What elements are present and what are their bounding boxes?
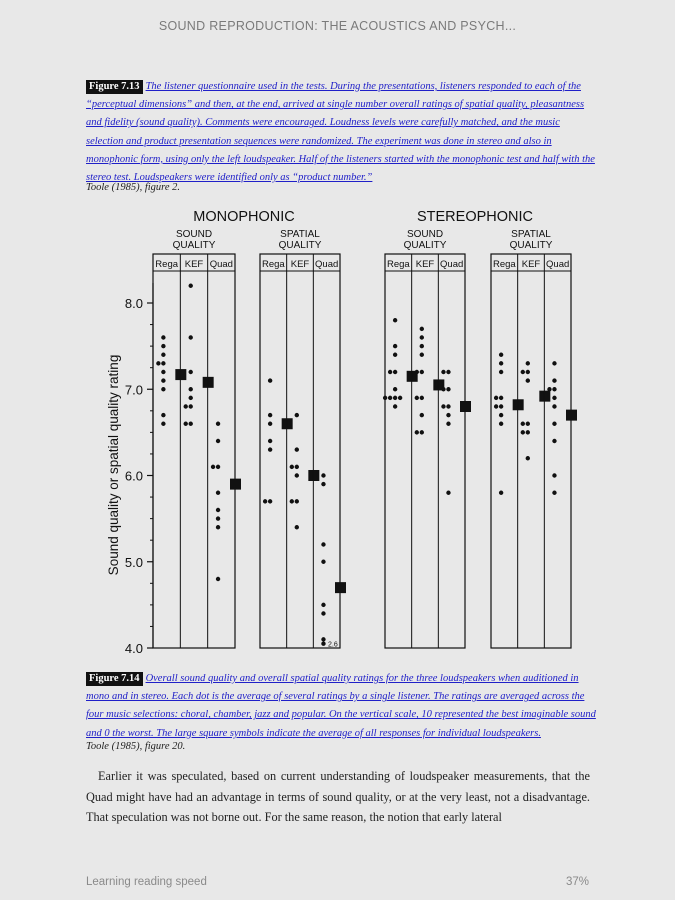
rating-dot (216, 422, 220, 426)
rating-dot (552, 404, 556, 408)
rating-dot (290, 465, 294, 469)
rating-dot (393, 396, 397, 400)
rating-dot (268, 499, 272, 503)
rating-dot (547, 387, 551, 391)
rating-dot (526, 361, 530, 365)
rating-dot (156, 361, 160, 365)
speaker-label-rega: Rega (261, 259, 285, 270)
rating-dot (268, 378, 272, 382)
rating-dot (552, 361, 556, 365)
rating-dot (415, 370, 419, 374)
group-title-monophonic: MONOPHONIC (193, 209, 295, 225)
rating-dot (499, 370, 503, 374)
rating-dot (420, 335, 424, 339)
rating-dot (552, 439, 556, 443)
rating-dot (216, 508, 220, 512)
rating-dot (441, 370, 445, 374)
subgroup-title-line1: SOUND (406, 229, 444, 240)
rating-dot (526, 370, 530, 374)
outlier-annotation: 2.6 (328, 641, 338, 649)
rating-dot (420, 353, 424, 357)
rating-dot (446, 413, 450, 417)
rating-dot (552, 378, 556, 382)
rating-dot (446, 404, 450, 408)
rating-dot (526, 378, 530, 382)
y-tick-label: 4.0 (124, 641, 143, 656)
rating-dot (499, 396, 503, 400)
rating-dot (521, 422, 525, 426)
rating-dot (552, 396, 556, 400)
y-tick-label: 6.0 (124, 468, 143, 484)
rating-dot (161, 413, 165, 417)
rating-dot (290, 499, 294, 503)
subgroup-title-line2: QUALITY (403, 240, 447, 251)
figure-7-13-source: Toole (1985), figure 2. (86, 182, 181, 193)
rating-dot (393, 370, 397, 374)
rating-dot (161, 370, 165, 374)
figure-7-14-source: Toole (1985), figure 20. (86, 741, 186, 752)
rating-dot (494, 404, 498, 408)
speaker-label-quad: Quad (440, 259, 464, 270)
rating-dot (189, 284, 193, 288)
speaker-label-rega: Rega (492, 259, 516, 270)
rating-dot (295, 447, 299, 451)
rating-dot (211, 465, 215, 469)
speaker-label-quad: Quad (209, 259, 233, 270)
mean-square-quad (230, 479, 241, 490)
speaker-label-rega: Rega (155, 259, 179, 270)
speaker-label-kef: KEF (521, 259, 541, 270)
rating-dot (216, 465, 220, 469)
subgroup-title-line1: SPATIAL (280, 229, 320, 240)
y-tick-label: 5.0 (124, 554, 143, 570)
reading-speed-label: Learning reading speed (86, 876, 207, 888)
rating-dot (268, 439, 272, 443)
body-paragraph: Earlier it was speculated, based on current understanding of loudspeaker measurements, that the Quad might have had an advantage in terms of sound quality, or at the very least, not a disadvantage. That speculation was not borne out. For the same reason, the notion that early lateral (86, 769, 590, 824)
figure-7-14-caption (86, 670, 596, 743)
figure-7-13-label: Figure 7.13 (86, 80, 143, 94)
rating-dot (161, 361, 165, 365)
rating-dot (441, 387, 445, 391)
rating-dot (499, 491, 503, 495)
rating-dot (295, 465, 299, 469)
panel-frame (491, 254, 571, 648)
rating-dot (393, 318, 397, 322)
rating-dot (494, 396, 498, 400)
rating-dot (552, 473, 556, 477)
rating-dot (216, 439, 220, 443)
rating-dot (295, 499, 299, 503)
rating-dot (499, 353, 503, 357)
rating-dot (161, 353, 165, 357)
subgroup-title-line1: SPATIAL (511, 229, 551, 240)
rating-dot (321, 482, 325, 486)
rating-dot (189, 404, 193, 408)
group-title-stereophonic: STEREOPHONIC (416, 209, 534, 225)
rating-dot (393, 353, 397, 357)
rating-dot (499, 413, 503, 417)
rating-dot (388, 370, 392, 374)
speaker-label-quad: Quad (546, 259, 570, 270)
y-tick-label: 7.0 (124, 382, 143, 398)
rating-dot (393, 404, 397, 408)
rating-chart (0, 195, 675, 665)
figure-7-14-caption-link[interactable]: Overall sound quality and overall spatial quality ratings for the three loudspeakers when auditioned in mono and in stereo. Each dot is the average of several ratings by a single listener. The ratings are averaged across the four music selections: choral, chamber, jazz and popular. On the vertical scale, 10 represented the best imaginable sound and 0 the worst. The large square symbols indicate the average of all responses for individual loudspeakers. (86, 673, 596, 739)
rating-dot (420, 344, 424, 348)
rating-dot (420, 327, 424, 331)
rating-dot (398, 396, 402, 400)
speaker-label-kef: KEF (290, 259, 310, 270)
subgroup-title-line1: SOUND (175, 229, 213, 240)
rating-dot (295, 525, 299, 529)
rating-dot (441, 404, 445, 408)
rating-dot (446, 422, 450, 426)
rating-dot (552, 491, 556, 495)
rating-dot (446, 387, 450, 391)
rating-dot (420, 370, 424, 374)
rating-dot (393, 387, 397, 391)
figure-7-13-caption-link[interactable]: The listener questionnaire used in the tests. During the presentations, listeners responded to each of the “perceptual dimensions” and then, at the end, arrived at single number overall ratings of spatial quality, pleasantness and fidelity (sound quality). Comments were encouraged. Loudness levels were carefully matched, and the music selection and product presentation sequences were randomized. The experiment was done in stereo and also in monophonic form, using only the left loudspeaker. Half of the listeners started with the monophonic test and half with the stereo test. Loudspeakers were identified only as “product number.” (86, 81, 595, 184)
speaker-label-quad: Quad (315, 259, 339, 270)
rating-dot (189, 387, 193, 391)
rating-dot (216, 516, 220, 520)
book-title-header: SOUND REPRODUCTION: THE ACOUSTICS AND PSYCH... (158, 19, 517, 33)
rating-dot (393, 344, 397, 348)
rating-dot (446, 370, 450, 374)
rating-dot (552, 422, 556, 426)
rating-dot (321, 641, 325, 645)
rating-dot (295, 413, 299, 417)
rating-dot (526, 422, 530, 426)
subgroup-title-line2: QUALITY (509, 240, 553, 251)
rating-dot (499, 361, 503, 365)
rating-dot (499, 422, 503, 426)
subgroup-title-line2: QUALITY (172, 240, 216, 251)
rating-dot (321, 473, 325, 477)
rating-dot (552, 387, 556, 391)
mean-square-quad (460, 401, 471, 412)
rating-dot (446, 491, 450, 495)
rating-dot (521, 370, 525, 374)
rating-dot (216, 577, 220, 581)
speaker-label-rega: Rega (386, 259, 410, 270)
rating-dot (526, 456, 530, 460)
rating-dot (415, 396, 419, 400)
panel-frame (153, 254, 235, 648)
rating-dot (189, 396, 193, 400)
rating-dot (321, 542, 325, 546)
rating-dot (161, 335, 165, 339)
rating-dot (321, 560, 325, 564)
rating-dot (415, 430, 419, 434)
rating-dot (161, 378, 165, 382)
rating-dot (161, 344, 165, 348)
rating-dot (526, 430, 530, 434)
figure-7-13-caption (86, 78, 596, 187)
rating-dot (268, 422, 272, 426)
rating-dot (321, 637, 325, 641)
rating-dot (184, 422, 188, 426)
rating-dot (161, 387, 165, 391)
subgroup-title-line2: QUALITY (278, 240, 322, 251)
rating-dot (420, 413, 424, 417)
speaker-label-kef: KEF (184, 259, 204, 270)
rating-dot (189, 422, 193, 426)
rating-dot (420, 430, 424, 434)
rating-dot (268, 413, 272, 417)
rating-dot (521, 430, 525, 434)
rating-dot (189, 370, 193, 374)
rating-dot (216, 525, 220, 529)
rating-dot (263, 499, 267, 503)
rating-dot (268, 447, 272, 451)
panel-frame (385, 254, 465, 648)
panel-frame (260, 254, 340, 648)
reading-progress: 37% (565, 876, 589, 888)
rating-dot (189, 335, 193, 339)
rating-dot (420, 396, 424, 400)
rating-dot (388, 396, 392, 400)
rating-dot (216, 491, 220, 495)
rating-dot (295, 473, 299, 477)
rating-dot (499, 404, 503, 408)
y-axis-label: Sound quality or spatial quality rating (106, 354, 121, 576)
mean-square-quad (335, 582, 346, 593)
figure-7-14-label: Figure 7.14 (86, 672, 143, 686)
speaker-label-kef: KEF (415, 259, 435, 270)
rating-dot (321, 603, 325, 607)
y-tick-label: 8.0 (124, 296, 143, 311)
rating-dot (161, 422, 165, 426)
mean-square-quad (566, 410, 577, 421)
rating-dot (184, 404, 188, 408)
rating-dot (321, 611, 325, 615)
rating-dot (383, 396, 387, 400)
